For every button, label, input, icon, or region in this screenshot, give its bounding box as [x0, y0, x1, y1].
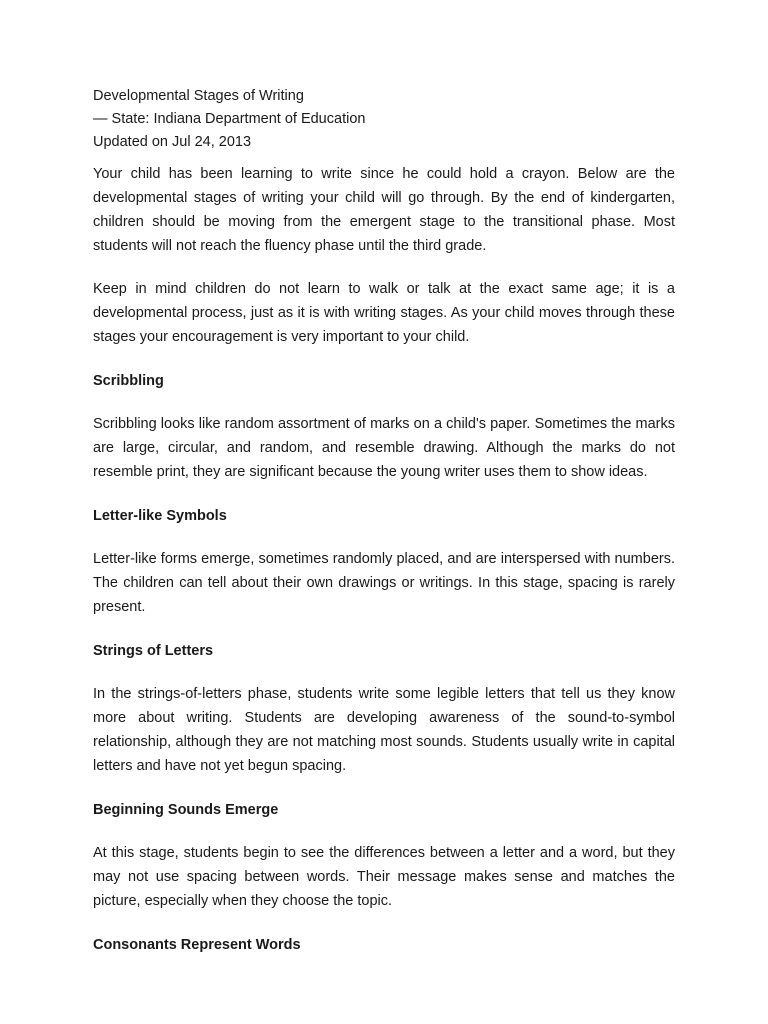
section-heading-letter-like-symbols: Letter-like Symbols [93, 508, 227, 524]
section-body-letter-like-symbols: Letter-like forms emerge, sometimes randomly placed, and are interspersed with numbers. The children can tell about their own drawings or writings. In this stage, spacing is rarely present. [93, 551, 675, 615]
section-body-beginning-sounds: At this stage, students begin to see the differences between a letter and a word, but they may not use spacing between words. Their message makes sense and matches the picture, especially when they choose the topic. [93, 845, 675, 909]
section-body-strings-of-letters: In the strings-of-letters phase, students write some legible letters that tell us they know more about writing. Students are developing awareness of the sound-to-symbol relationship, although they are not matching most sounds. Students usually write in capital letters and have not yet begun spacing. [93, 686, 675, 774]
section-body-scribbling: Scribbling looks like random assortment of marks on a child's paper. Sometimes the marks are large, circular, and random, and resemble drawing. Although the marks do not resemble print, they are significant because the young writer uses them to show ideas. [93, 416, 675, 480]
intro-paragraph-1: Your child has been learning to write since he could hold a crayon. Below are the developmental stages of writing your child will go through. By the end of kindergarten, children should be moving from the emergent stage to the transitional phase. Most students will not reach the fluency phase until the third grade. [93, 166, 675, 254]
section-heading-strings-of-letters: Strings of Letters [93, 643, 214, 659]
document-title: Developmental Stages of Writing [93, 88, 304, 104]
document-page [93, 85, 675, 957]
intro-paragraph-2: Keep in mind children do not learn to walk or talk at the exact same age; it is a developmental process, just as it is with writing stages. As your child moves through these stages your encouragement is very important to your child. [93, 281, 675, 345]
document-updated-date: Updated on Jul 24, 2013 [93, 134, 252, 150]
section-heading-consonants-represent-words: Consonants Represent Words [93, 937, 301, 953]
section-heading-scribbling: Scribbling [93, 373, 164, 389]
section-heading-beginning-sounds: Beginning Sounds Emerge [93, 802, 279, 818]
document-source: — State: Indiana Department of Education [93, 111, 366, 127]
